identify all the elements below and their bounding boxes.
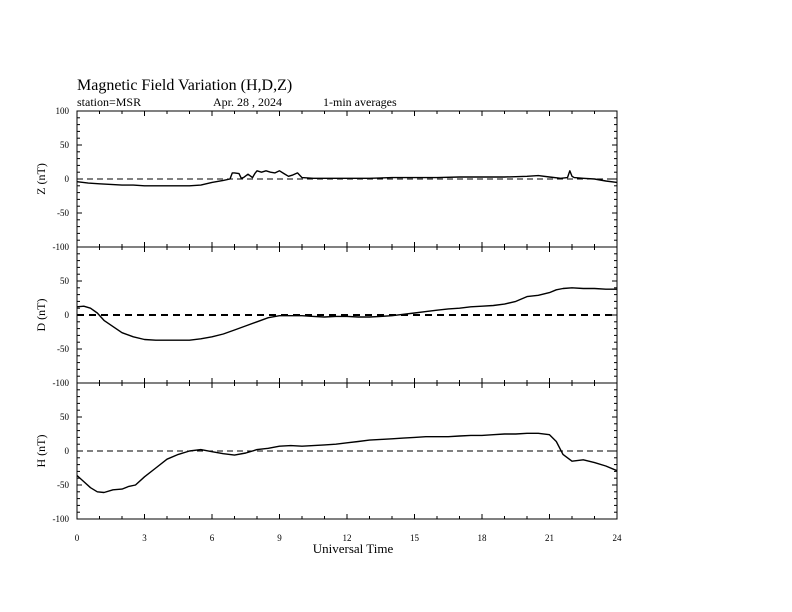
z-y-tick-label: -50 <box>57 208 69 218</box>
d-y-tick-label: -100 <box>52 378 69 388</box>
z-y-tick-label: 0 <box>64 174 69 184</box>
x-tick-label: 0 <box>74 533 80 543</box>
h-y-tick-label: 0 <box>64 446 69 456</box>
z-y-tick-label: 50 <box>60 140 69 150</box>
chart-title: Magnetic Field Variation (H,D,Z) <box>77 77 293 94</box>
x-tick-label: 3 <box>142 533 147 543</box>
z-y-tick-label: -100 <box>52 242 69 252</box>
x-tick-label: 21 <box>545 533 554 543</box>
x-tick-label: 6 <box>209 533 215 543</box>
h-y-tick-label: -50 <box>57 480 69 490</box>
station-label: station=MSR <box>77 95 142 109</box>
h-y-tick-label: 50 <box>60 412 69 422</box>
z-y-tick-label: 100 <box>55 106 69 116</box>
averaging-label: 1-min averages <box>323 95 397 109</box>
h-y-tick-label: -100 <box>52 514 69 524</box>
date-label: Apr. 28 , 2024 <box>213 95 282 109</box>
h-y-axis-label: H (nT) <box>34 434 48 468</box>
x-axis-label: Universal Time <box>312 541 394 556</box>
z-y-axis-label: Z (nT) <box>34 163 48 195</box>
d-y-tick-label: 50 <box>60 276 69 286</box>
x-tick-label: 18 <box>477 533 487 543</box>
x-tick-label: 24 <box>612 533 622 543</box>
z-series-line <box>77 171 617 186</box>
h-series-line <box>77 433 617 492</box>
x-tick-label: 12 <box>342 533 352 543</box>
d-y-tick-label: -50 <box>57 344 69 354</box>
d-y-tick-label: 0 <box>64 310 69 320</box>
d-y-axis-label: D (nT) <box>34 298 48 332</box>
x-tick-label: 9 <box>277 533 282 543</box>
x-tick-label: 15 <box>410 533 419 543</box>
